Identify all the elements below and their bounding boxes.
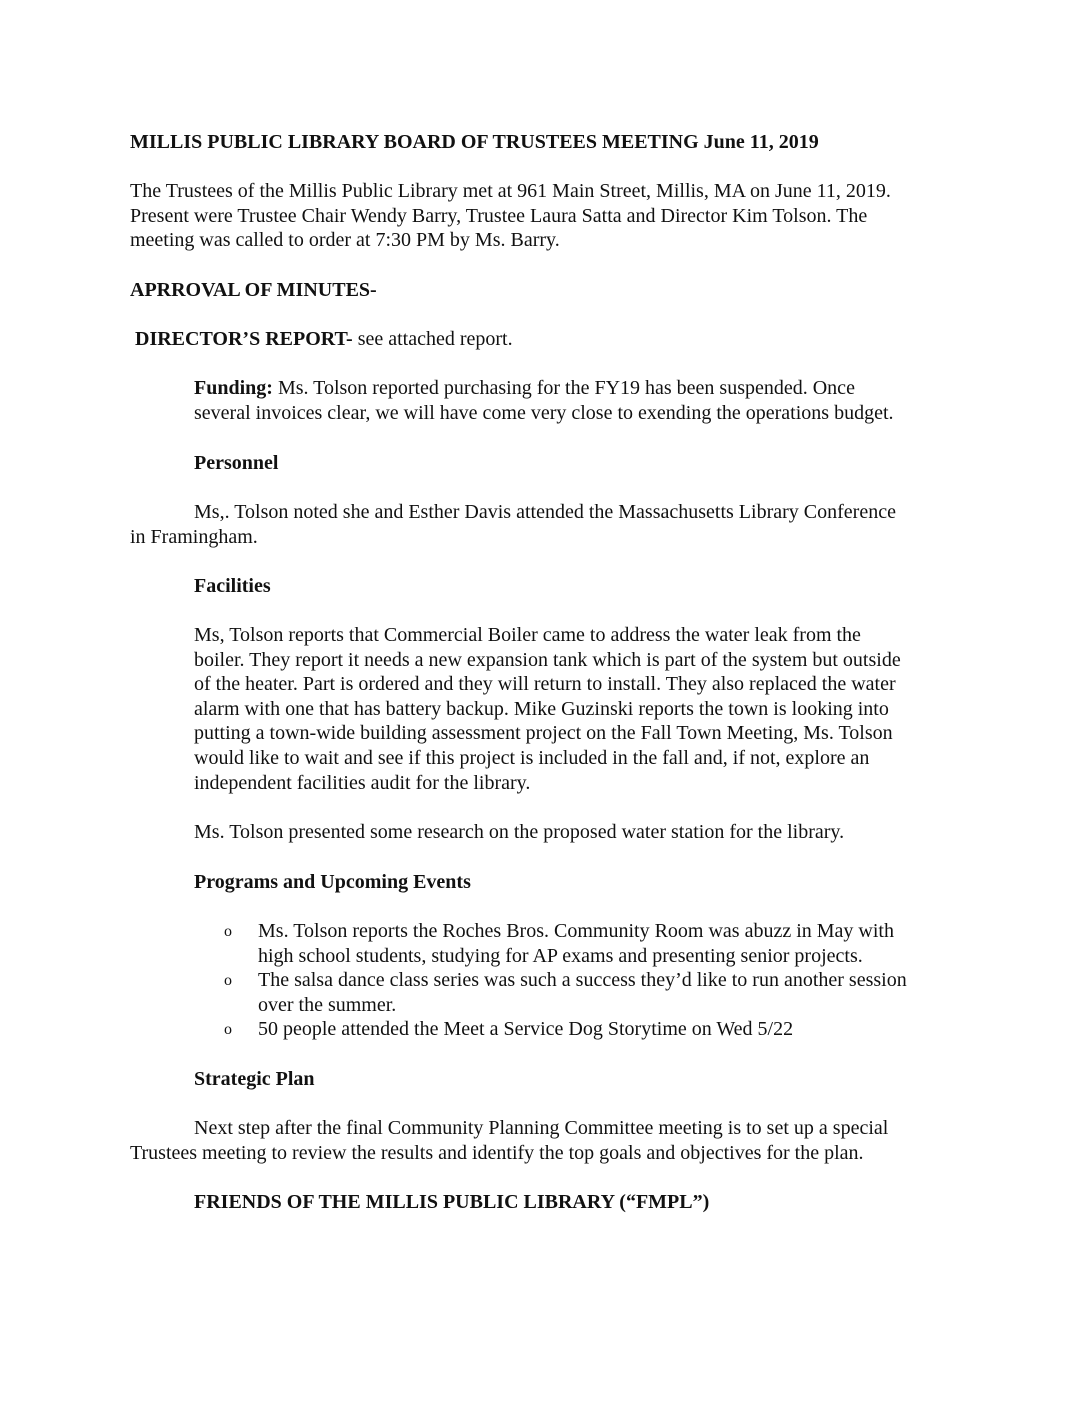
intro-paragraph <box>130 179 891 253</box>
list-item-line: over the summer. <box>258 993 397 1016</box>
facilities-line: alarm with one that has battery backup. Mike Guzinski reports the town is looking into <box>194 697 889 720</box>
funding-label: Funding: <box>194 377 273 399</box>
bullet-icon: o <box>224 972 232 989</box>
personnel-line: Ms,. Tolson noted she and Esther Davis attended the Massachusetts Library Conference <box>194 501 896 523</box>
bullet-icon: o <box>224 1021 232 1038</box>
strategic-plan-line: Next step after the final Community Planning Committee meeting is to set up a special <box>194 1117 889 1139</box>
list-item-line: Ms. Tolson reports the Roches Bros. Community Room was abuzz in May with <box>258 920 894 942</box>
facilities-line: of the heater. Part is ordered and they will return to install. They also replaced the water <box>194 673 896 696</box>
funding-text: Ms. Tolson reported purchasing for the FY19 has been suspended. Once <box>272 377 855 399</box>
facilities-line: would like to wait and see if this project is included in the fall and, if not, explore an <box>194 746 870 769</box>
directors-report-line <box>135 327 513 352</box>
facilities-heading: Facilities <box>194 575 271 597</box>
list-item-line: 50 people attended the Meet a Service Dog Storytime on Wed 5/22 <box>258 1018 794 1040</box>
directors-report-heading: DIRECTOR’S REPORT- <box>135 328 353 350</box>
personnel-paragraph <box>130 500 896 549</box>
facilities-paragraph <box>194 623 901 795</box>
strategic-plan-heading: Strategic Plan <box>194 1068 315 1090</box>
funding-paragraph <box>194 376 894 425</box>
personnel-heading: Personnel <box>194 452 279 474</box>
bullet-icon: o <box>224 923 232 940</box>
personnel-line: in Framingham. <box>130 525 258 548</box>
list-item-text <box>258 968 907 1017</box>
funding-line <box>194 376 894 401</box>
facilities-line: boiler. They report it needs a new expansion tank which is part of the system but outside <box>194 648 901 671</box>
intro-line: Present were Trustee Chair Wendy Barry, Trustee Laura Satta and Director Kim Tolson. The <box>130 204 868 227</box>
strategic-plan-paragraph <box>130 1116 888 1165</box>
list-item-text <box>258 1017 793 1042</box>
facilities-line: Ms, Tolson reports that Commercial Boiler came to address the water leak from the <box>194 624 861 646</box>
list-item-line: The salsa dance class series was such a success they’d like to run another session <box>258 969 907 991</box>
funding-line: several invoices clear, we will have come very close to exending the operations budget. <box>194 401 894 424</box>
facilities-line: independent facilities audit for the library. <box>194 771 531 794</box>
approval-of-minutes-heading: APRROVAL OF MINUTES- <box>130 279 377 301</box>
intro-line: meeting was called to order at 7:30 PM by Ms. Barry. <box>130 229 560 252</box>
friends-heading: FRIENDS OF THE MILLIS PUBLIC LIBRARY (“FMPL”) <box>194 1191 710 1213</box>
intro-line: The Trustees of the Millis Public Library met at 961 Main Street, Millis, MA on June 11, 2019. <box>130 180 891 202</box>
programs-heading: Programs and Upcoming Events <box>194 871 471 893</box>
strategic-plan-line: Trustees meeting to review the results and identify the top goals and objectives for the plan. <box>130 1141 864 1164</box>
directors-report-text: see attached report. <box>352 328 513 350</box>
water-station-paragraph: Ms. Tolson presented some research on the proposed water station for the library. <box>194 821 845 843</box>
document-title: MILLIS PUBLIC LIBRARY BOARD OF TRUSTEES MEETING June 11, 2019 <box>130 131 819 153</box>
list-item-line: high school students, studying for AP exams and presenting senior projects. <box>258 944 863 967</box>
list-item-text <box>258 919 894 968</box>
facilities-line: putting a town-wide building assessment project on the Fall Town Meeting, Ms. Tolson <box>194 722 893 745</box>
